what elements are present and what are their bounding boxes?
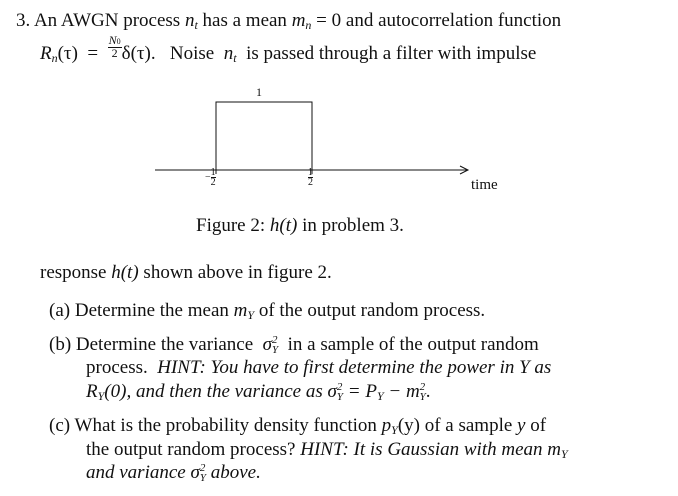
variance-y-2: σ 2 Y (327, 381, 343, 403)
part-a-text: Determine the mean (74, 300, 229, 321)
height-label: 1 (256, 85, 262, 99)
neg-half-label: − $\frac{1}{2}$ (205, 167, 216, 188)
part-b-process: process. (86, 357, 148, 378)
pos-half-label: $\frac{1}{2}$ (308, 167, 313, 188)
power-py: = $P_Y$ (347, 381, 384, 403)
part-c-hint: HINT: It is Gaussian with mean $m_Y$ (300, 439, 568, 461)
impulse-rect (216, 102, 312, 170)
part-c-variance: and variance (86, 462, 186, 483)
part-b-letter: (b) (49, 334, 72, 355)
power-ry: $R_Y$ (86, 381, 105, 403)
intro-text-c: = 0 and autocorrelation function (316, 10, 562, 31)
part-b-then: (0), and then the variance as (104, 381, 323, 402)
part-b-text: Determine the variance (75, 334, 254, 355)
part-b-line-3 (86, 381, 431, 407)
problem-line-3 (40, 262, 332, 284)
time-axis-label: time (471, 177, 498, 193)
part-c-letter: (c) (49, 415, 71, 436)
part-b-period: . (425, 381, 431, 402)
part-b-tail: in a sample of the output random (287, 334, 539, 355)
variance-y-3: σ 2 Y (190, 462, 206, 484)
autocorr-arg: (τ) (57, 43, 78, 64)
part-c-line-3 (86, 462, 261, 484)
intro-text-b: has a mean (202, 10, 287, 31)
variance-y: σ 2 Y (262, 334, 279, 356)
noise-var: $n_t$ (184, 10, 198, 32)
caption-prefix: Figure 2: (196, 215, 266, 236)
sample-y: y (517, 415, 526, 436)
mean-y: $m_Y$ (233, 300, 255, 322)
noise-var-2: $n_t$ (223, 43, 237, 65)
pdf-py: $p_Y$ (381, 415, 398, 437)
response-h: h(t) (111, 262, 139, 283)
part-c-text: What is the probability density function (74, 415, 377, 436)
part-c-output: the output random process? (86, 439, 296, 460)
part-c-line-1 (49, 415, 546, 441)
noise-word: Noise (169, 43, 215, 64)
caption-h: h(t) (269, 215, 298, 236)
part-a-tail: of the output random process. (258, 300, 486, 321)
figure-caption (196, 215, 404, 237)
part-c-above: above. (210, 462, 261, 483)
intro-text-a: An AWGN process (33, 10, 181, 31)
problem-number: 3. (16, 10, 31, 31)
part-c-of: of (530, 415, 547, 436)
noise-psd-fraction: $\frac{N0}{2}$ (108, 33, 121, 60)
part-b-line-1 (49, 334, 539, 356)
response-word: response (40, 262, 107, 283)
delta-term: δ(τ). (121, 43, 156, 64)
equals-sign: = (87, 43, 99, 64)
filter-text: is passed through a filter with impulse (246, 43, 537, 64)
part-a-letter: (a) (49, 300, 71, 321)
mean-sq-y: − m 2 Y (388, 381, 426, 403)
mean-var: $m_n$ (291, 10, 312, 32)
part-a (49, 300, 485, 326)
caption-suffix: in problem 3. (302, 215, 404, 236)
part-b-hint: HINT: You have to first determine the power in Y as (157, 357, 552, 378)
part-b-line-2 (86, 357, 551, 379)
part-c-sample: (y) of a sample (397, 415, 513, 436)
autocorr-lhs: $R_n$ (40, 43, 58, 65)
response-tail: shown above in figure 2. (143, 262, 332, 283)
